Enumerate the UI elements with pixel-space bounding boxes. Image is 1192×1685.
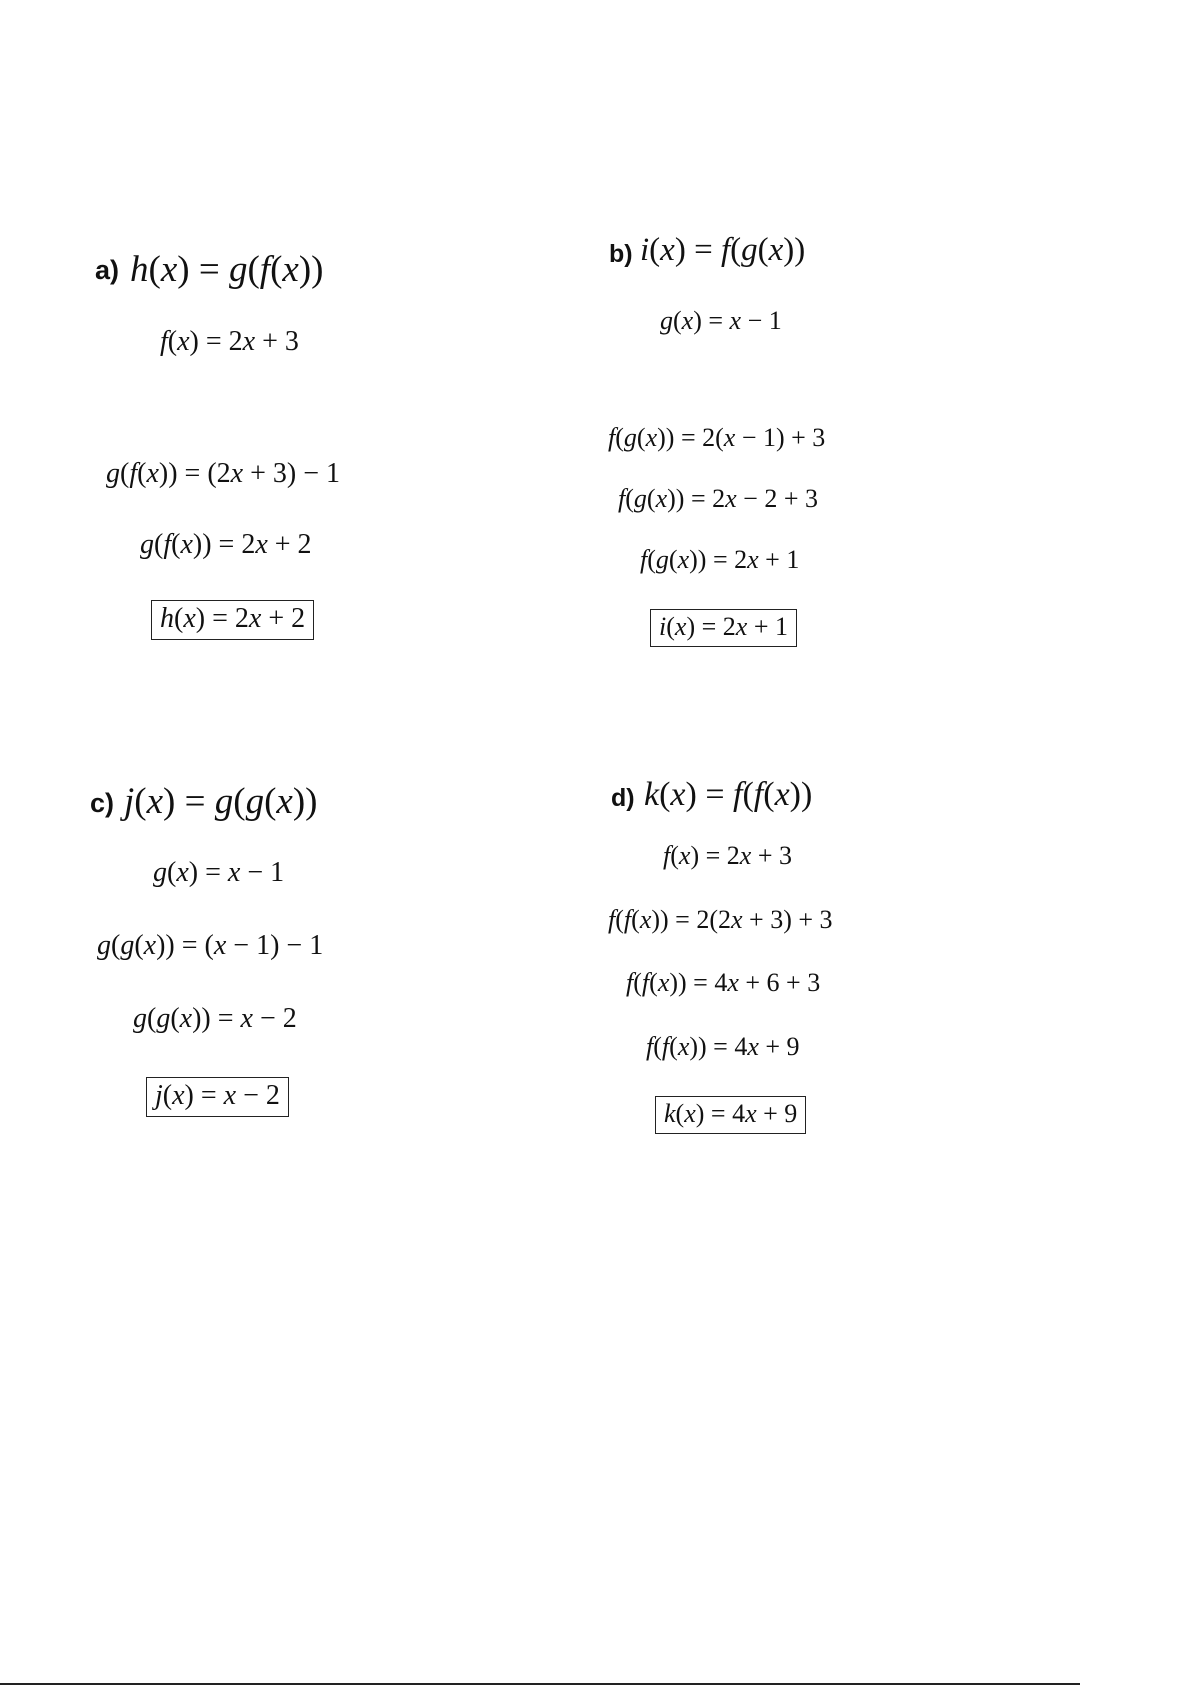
problem-b-label: b) xyxy=(609,240,633,268)
problem-a-label: a) xyxy=(95,255,120,285)
problem-c-label: c) xyxy=(90,788,115,818)
problem-a-answer-box: h(x) = 2x + 2 xyxy=(151,600,314,640)
problem-a-definition: h(x) = g(f(x)) xyxy=(130,249,324,290)
problem-c-step-3: g(g(x)) = x − 2 xyxy=(133,1003,297,1034)
problem-b-step-4: f(g(x)) = 2x + 1 xyxy=(640,545,800,574)
problem-d-step-3: f(f(x)) = 4x + 6 + 3 xyxy=(626,968,821,997)
problem-b-step-1: g(x) = x − 1 xyxy=(660,306,782,335)
problem-b-step-3: f(g(x)) = 2x − 2 + 3 xyxy=(618,484,818,513)
problem-d-label: d) xyxy=(611,784,635,812)
problem-c-step-1: g(x) = x − 1 xyxy=(153,857,285,888)
problem-c-answer-box: j(x) = x − 2 xyxy=(146,1077,289,1117)
problem-b-definition: i(x) = f(g(x)) xyxy=(640,232,806,268)
problem-d-step-4: f(f(x)) = 4x + 9 xyxy=(646,1032,800,1061)
problem-d-step-2: f(f(x)) = 2(2x + 3) + 3 xyxy=(608,905,833,934)
problem-c-definition: j(x) = g(g(x)) xyxy=(124,781,318,822)
problem-d-definition: k(x) = f(f(x)) xyxy=(644,776,813,813)
problem-b-answer-box: i(x) = 2x + 1 xyxy=(650,609,797,647)
problem-a-step-2: g(f(x)) = (2x + 3) − 1 xyxy=(106,458,340,489)
problem-b-step-2: f(g(x)) = 2(x − 1) + 3 xyxy=(608,423,826,452)
problem-a-step-1: f(x) = 2x + 3 xyxy=(160,326,299,357)
problem-c-step-2: g(g(x)) = (x − 1) − 1 xyxy=(97,930,324,961)
problem-d-step-1: f(x) = 2x + 3 xyxy=(663,841,792,870)
problem-a-step-3: g(f(x)) = 2x + 2 xyxy=(140,529,312,560)
problem-d-answer-box: k(x) = 4x + 9 xyxy=(655,1096,806,1134)
